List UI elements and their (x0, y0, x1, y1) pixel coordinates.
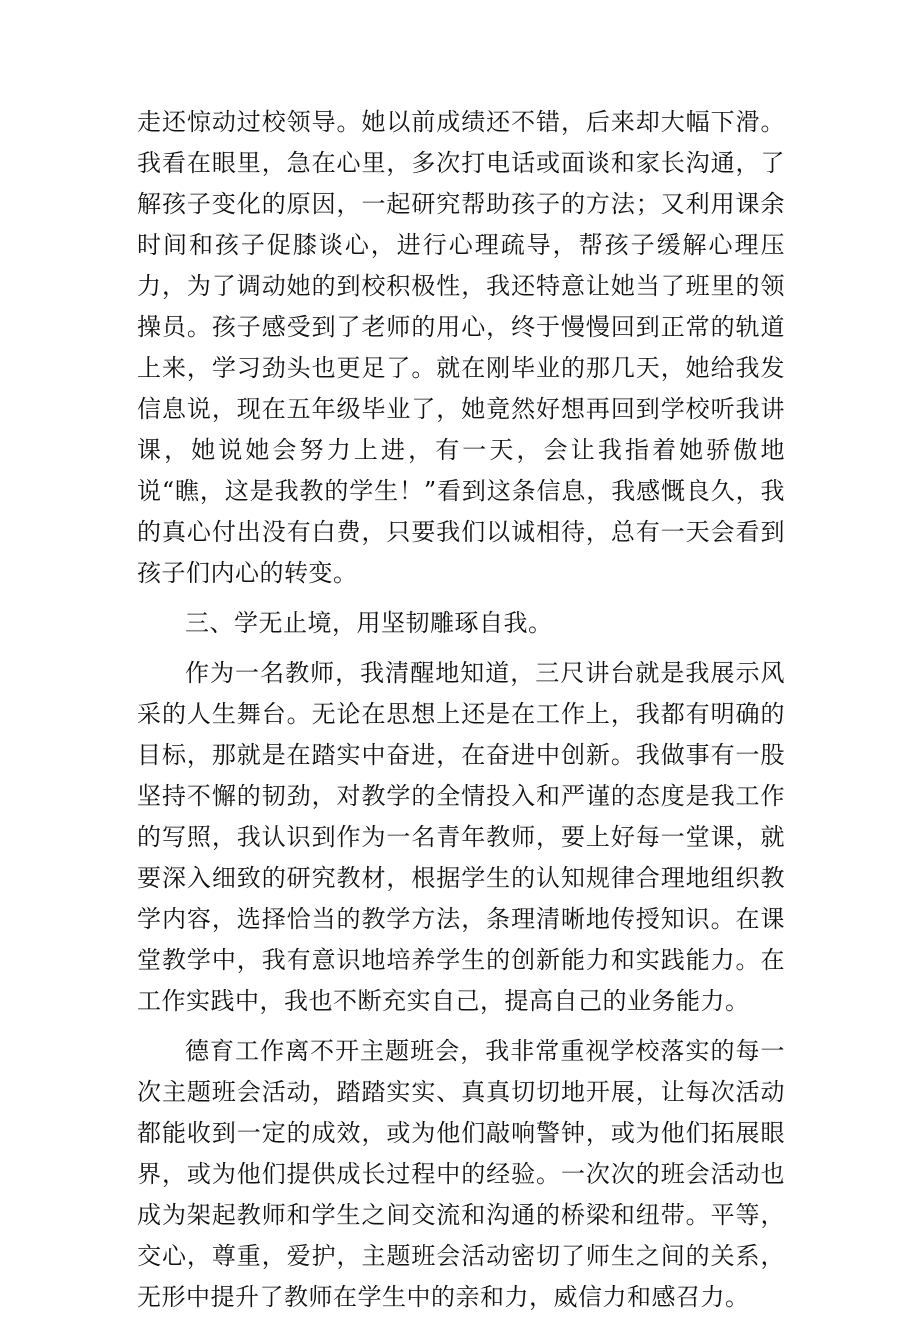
paragraph-class-meeting: 德育工作离不开主题班会，我非常重视学校落实的每一次主题班会活动，踏踏实实、真真切切地开展，让每次活动都能收到一定的成效，或为他们敲响警钟，或为他们拓展眼界，或为他们提供成长过程中的经验。一次次的班会活动也成为架起教师和学生之间交流和沟通的桥梁和纽带。平等，交心，尊重，爱护，主题班会活动密切了师生之间的关系，无形中提升了教师在学生中的亲和力，威信力和感召力。 (137, 1037, 785, 1311)
section-heading: 三、学无止境，用坚韧雕琢自我。 (185, 609, 553, 637)
paragraph-teaching: 作为一名教师，我清醒地知道，三尺讲台就是我展示风采的人生舞台。无论在思想上还是在工作上，我都有明确的目标，那就是在踏实中奋进，在奋进中创新。我做事有一股坚持不懈的韧劲，对教学的全情投入和严谨的态度是我工作的写照，我认识到作为一名青年教师，要上好每一堂课，就要深入细致的研究教材，根据学生的认知规律合理地组织教学内容，选择恰当的教学方法，条理清晰地传授知识。在课堂教学中，我有意识地培养学生的创新能力和实践能力。在工作实践中，我也不断充实自己，提高自己的业务能力。 (137, 659, 785, 1015)
paragraph-continuation: 走还惊动过校领导。她以前成绩还不错，后来却大幅下滑。我看在眼里，急在心里，多次打电话或面谈和家长沟通，了解孩子变化的原因，一起研究帮助孩子的方法；又利用课余时间和孩子促膝谈心，进行心理疏导，帮孩子缓解心理压力，为了调动她的到校积极性，我还特意让她当了班里的领操员。孩子感受到了老师的用心，终于慢慢回到正常的轨道上来，学习劲头也更足了。就在刚毕业的那几天，她给我发信息说，现在五年级毕业了，她竟然好想再回到学校听我讲课，她说她会努力上进，有一天，会让我指着她骄傲地说“瞧，这是我教的学生！”看到这条信息，我感慨良久，我的真心付出没有白费，只要我们以诚相待，总有一天会看到孩子们内心的转变。 (137, 108, 785, 587)
document-body (137, 102, 785, 1318)
